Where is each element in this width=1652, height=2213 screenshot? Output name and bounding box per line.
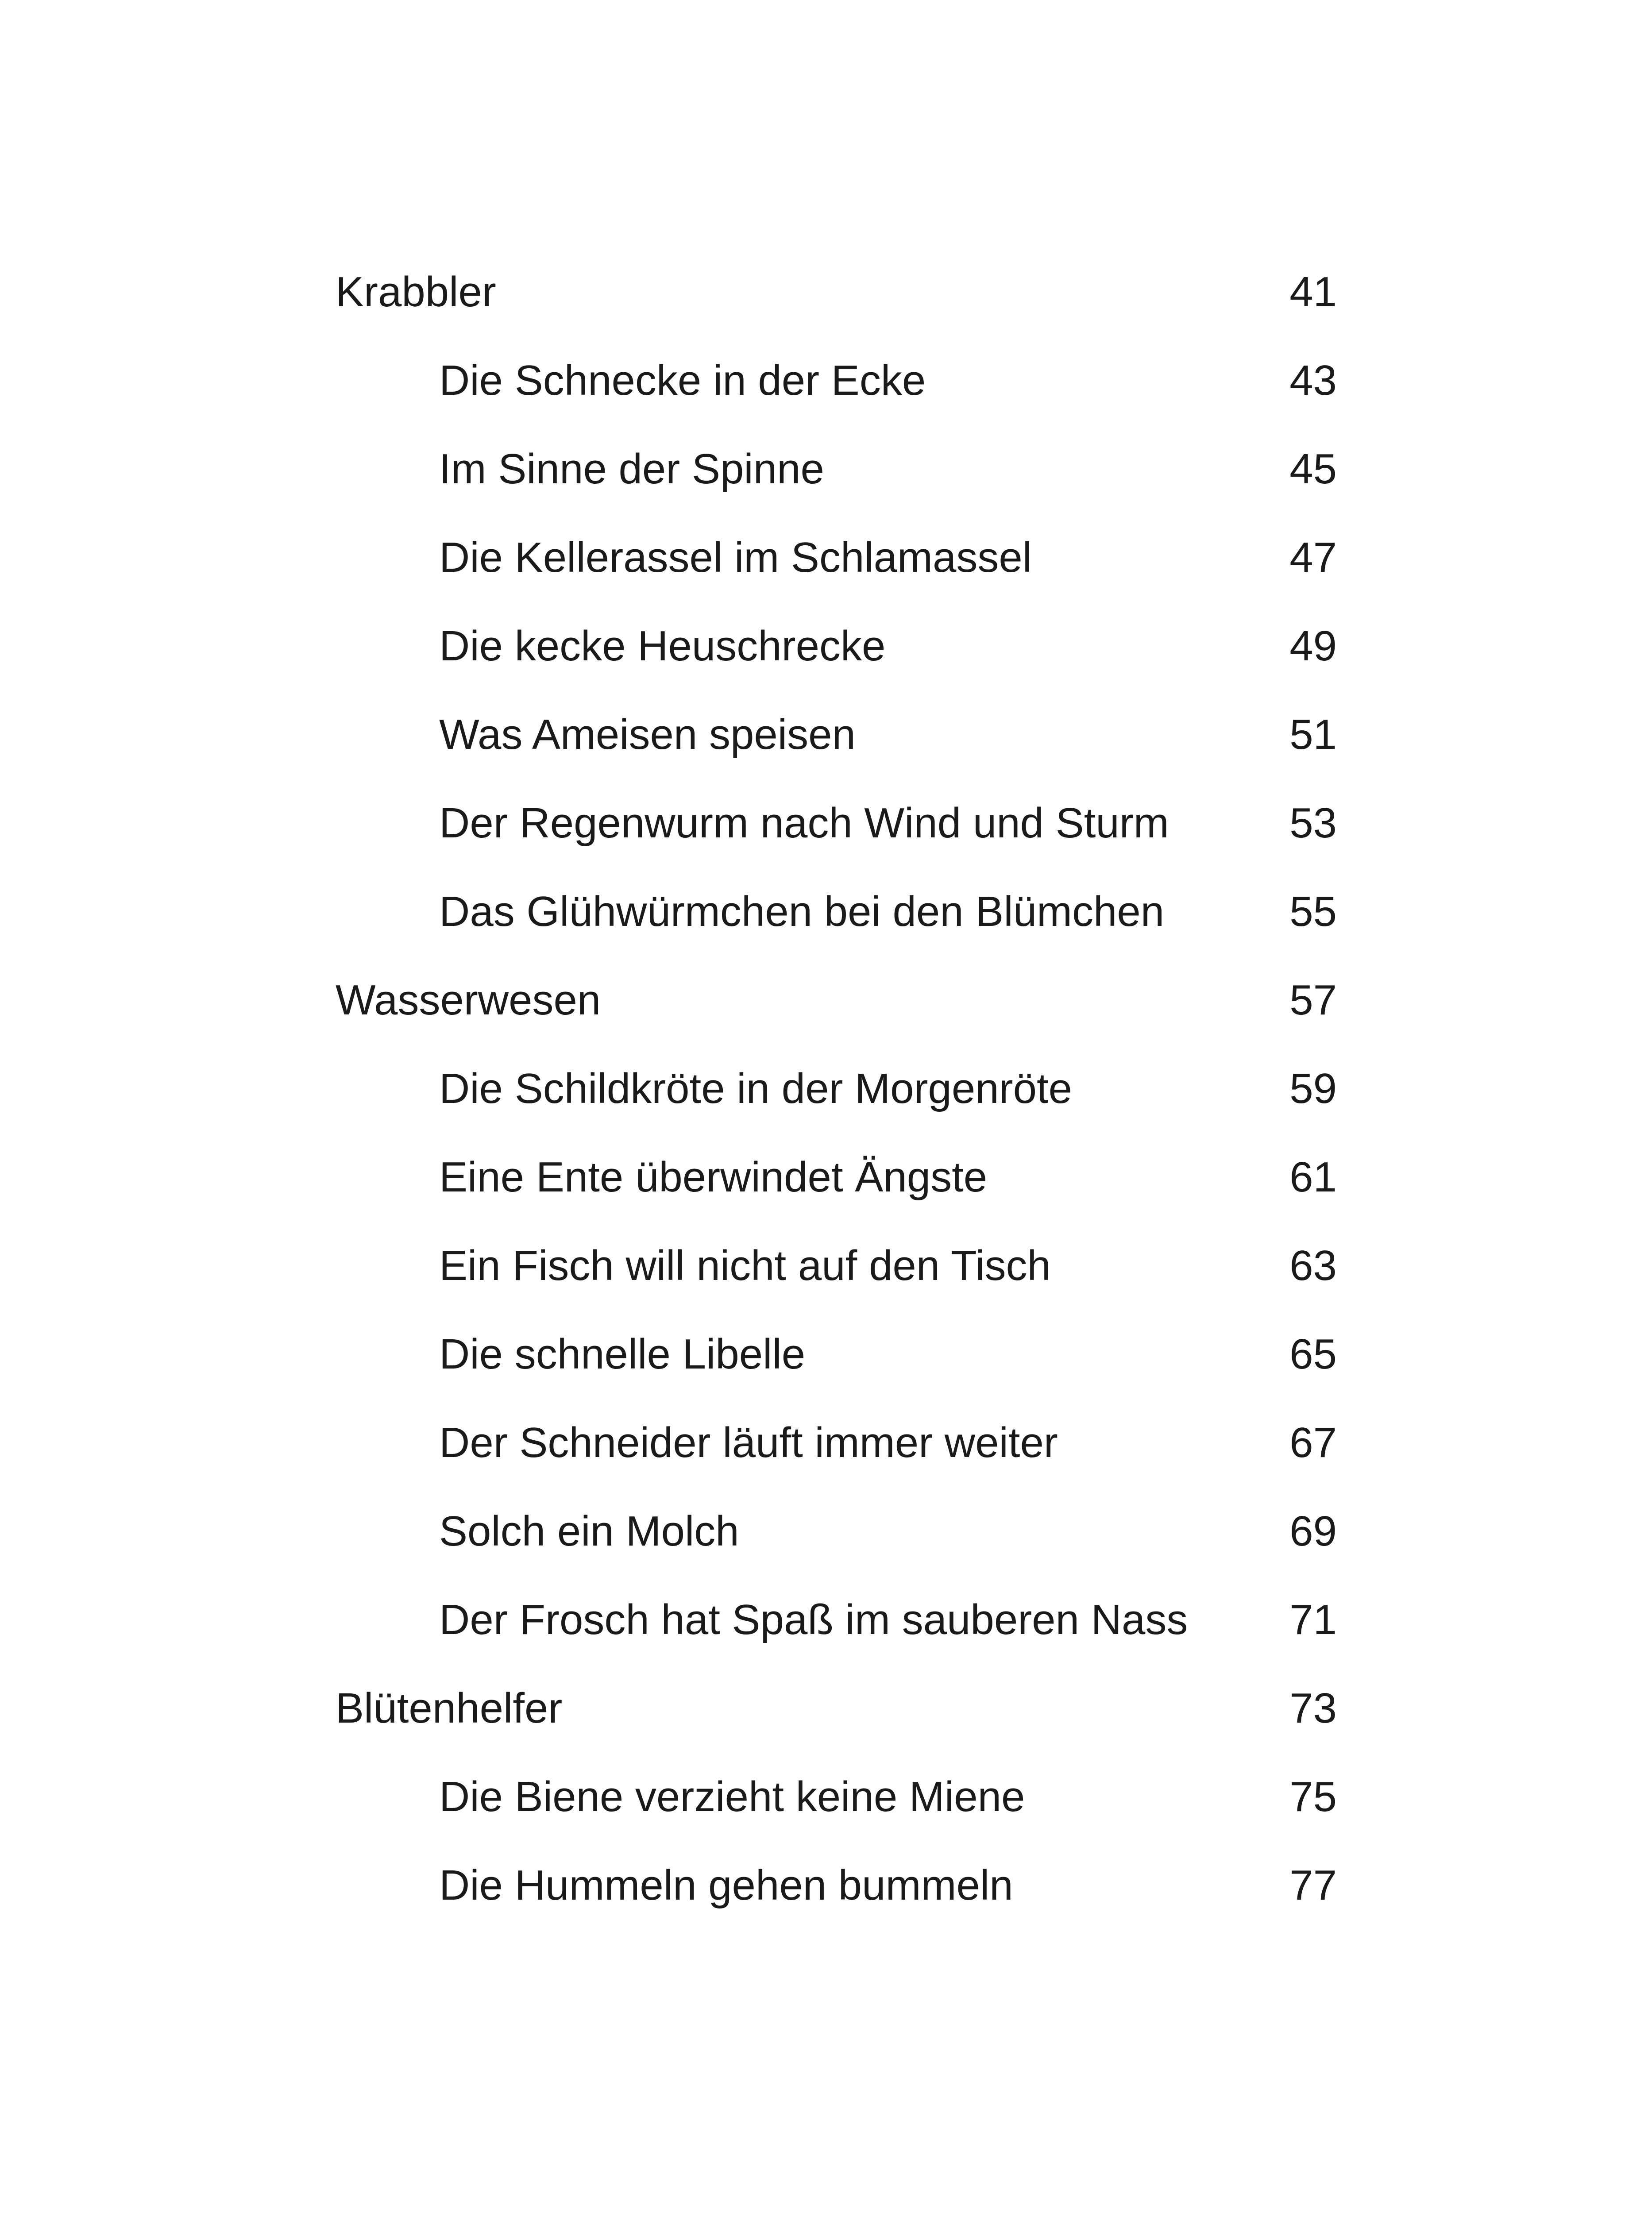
toc-entry xyxy=(0,1045,1652,1133)
toc-page-number: 59 xyxy=(1289,1065,1337,1112)
toc-page-number: 75 xyxy=(1289,1773,1337,1820)
toc-page-number: 51 xyxy=(1289,711,1337,758)
toc-entry-title: Blütenhelfer xyxy=(336,1685,563,1732)
toc-entry-title: Eine Ente überwindet Ängste xyxy=(439,1153,988,1201)
toc-page-number: 71 xyxy=(1289,1596,1337,1643)
toc-entry xyxy=(0,1576,1652,1664)
toc-page-number: 55 xyxy=(1289,888,1337,935)
toc-entry-title: Die Schildkröte in der Morgenröte xyxy=(439,1065,1073,1112)
toc-page-number: 65 xyxy=(1289,1330,1337,1378)
toc-entry-title: Im Sinne der Spinne xyxy=(439,445,824,493)
toc-entry xyxy=(0,602,1652,690)
toc-entry-title: Die kecke Heuschrecke xyxy=(439,622,886,670)
toc-page-number: 69 xyxy=(1289,1507,1337,1555)
toc-entry xyxy=(0,1222,1652,1310)
toc-entry xyxy=(0,336,1652,425)
toc-page-number: 73 xyxy=(1289,1685,1337,1732)
toc-section-wasserwesen xyxy=(0,956,1652,1045)
toc-page-number: 53 xyxy=(1289,799,1337,847)
toc-page-number: 61 xyxy=(1289,1153,1337,1201)
toc-entry xyxy=(0,1310,1652,1399)
toc-entry xyxy=(0,1841,1652,1930)
toc-entry-title: Die Kellerassel im Schlamassel xyxy=(439,534,1032,581)
toc-page-number: 67 xyxy=(1289,1419,1337,1466)
toc-entry xyxy=(0,690,1652,779)
toc-entry-title: Krabbler xyxy=(336,268,496,316)
toc-entry xyxy=(0,1133,1652,1222)
toc-entry-title: Die Schnecke in der Ecke xyxy=(439,357,926,404)
toc-entry-title: Der Schneider läuft immer weiter xyxy=(439,1419,1058,1466)
toc-page-number: 47 xyxy=(1289,534,1337,581)
toc-entry xyxy=(0,867,1652,956)
toc-entry-title: Ein Fisch will nicht auf den Tisch xyxy=(439,1242,1051,1289)
toc-entry xyxy=(0,1487,1652,1576)
toc-entry-title: Was Ameisen speisen xyxy=(439,711,856,758)
toc-entry-title: Der Regenwurm nach Wind und Sturm xyxy=(439,799,1169,847)
toc-entry xyxy=(0,425,1652,513)
toc-entry-title: Das Glühwürmchen bei den Blümchen xyxy=(439,888,1165,935)
toc-entry xyxy=(0,1753,1652,1841)
toc-entry-title: Die Hummeln gehen bummeln xyxy=(439,1862,1013,1909)
toc-entry-title: Wasserwesen xyxy=(336,976,601,1024)
toc-entry-title: Die Biene verzieht keine Miene xyxy=(439,1773,1025,1820)
toc-page-number: 63 xyxy=(1289,1242,1337,1289)
toc-entry xyxy=(0,779,1652,867)
toc-entry-title: Solch ein Molch xyxy=(439,1507,739,1555)
toc-entry xyxy=(0,513,1652,602)
toc-entry xyxy=(0,1399,1652,1487)
toc-entry-title: Der Frosch hat Spaß im sauberen Nass xyxy=(439,1596,1188,1643)
toc-section-krabbler xyxy=(0,248,1652,336)
toc-section-bluetenhelfer xyxy=(0,1664,1652,1753)
toc-page-number: 45 xyxy=(1289,445,1337,493)
toc-page-number: 41 xyxy=(1289,268,1337,316)
toc-page-number: 49 xyxy=(1289,622,1337,670)
toc-page-number: 57 xyxy=(1289,976,1337,1024)
toc-page-number: 43 xyxy=(1289,357,1337,404)
toc-entry-title: Die schnelle Libelle xyxy=(439,1330,806,1378)
toc-page-number: 77 xyxy=(1289,1862,1337,1909)
